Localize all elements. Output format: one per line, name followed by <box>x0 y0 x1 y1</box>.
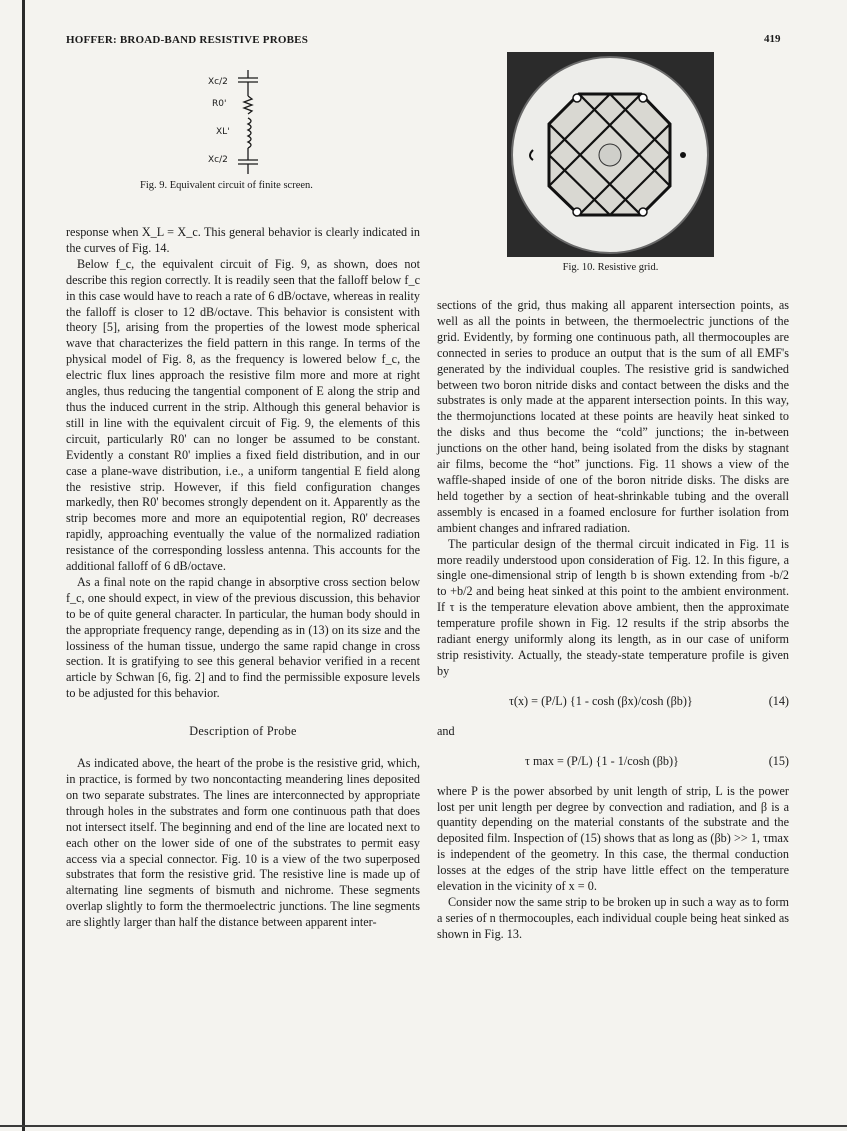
equation-14-number: (14) <box>768 693 789 708</box>
equation-15 <box>437 754 789 770</box>
right-paragraph-4: Consider now the same strip to be broken up in such a way as to form a series of n thermocouples, each individual couple being heat sinked as shown in Fig. 13. <box>437 895 789 941</box>
fig9-label-xl: XL' <box>216 127 230 137</box>
page-number: 419 <box>764 33 781 45</box>
left-paragraph-3: As a final note on the rapid change in absorptive cross section below f_c, one should expect, in view of the previous discussion, this behavior to be of quite general character. In particular, the human body should in the appropriate frequency range, depending as in (13) on its size and the lossiness of the human tissue, undergo the same rapid change in cross section. It is gratifying to see this general behavior verified in a recent article by Schwan [6, fig. 2] and to find the permissible exposure levels to be adjusted for this behavior. <box>66 574 420 701</box>
scan-edge-line <box>22 0 25 1131</box>
running-head: HOFFER: BROAD-BAND RESISTIVE PROBES <box>66 34 309 46</box>
left-paragraph-1: response when X_L = X_c. This general behavior is clearly indicated in the curves of Fig. 14. <box>66 225 420 255</box>
fig9-label-r0: R0' <box>212 99 227 109</box>
equation-14 <box>437 694 789 710</box>
fig10-resistive-grid-photo <box>507 52 714 257</box>
left-paragraph-2: Below f_c, the equivalent circuit of Fig. 9, as shown, does not describe this region correctly. It is readily seen that the falloff below f_c in this case would have to reach a rate of 6 dB/octave, whereas in reality the falloff is closer to 12 dB/octave. This behavior is consistent with theory [5], arising from the properties of the lowest mode spherical wave that characterizes the field pattern in this range. In terms of the physical model of Fig. 8, as the frequency is lowered below f_c, the electric flux lines approach the resistive film more and more at right angles, thus reducing the tangential component of E along the strip and thus the induced current in the strip. Although this general behavior is still in line with the equivalent circuit of Fig. 9, the elements of this circuit, particularly R0' can no longer be assumed to be constant. Evidently a constant R0' implies a fixed field distribution, and in our case a plane-wave distribution, i.e., a uniform tangential E field along the resistive strip. However, if this field configuration changes markedly, then R0' becomes strongly dependent on it. Apparently as the strip becomes more and more an equipotential region, R0' decreases rapidly, approaching eventually the value of the normalized radiation resistance of the corresponding lossless antenna. This accounts for the additional falloff of 6 dB/octave. <box>66 256 420 574</box>
equation-14-body: τ(x) = (P/L) {1 - cosh (βx)/cosh (βb)} <box>509 693 693 708</box>
fig9-label-xc-top: Xc/2 <box>208 77 228 87</box>
equation-15-body: τ max = (P/L) {1 - 1/cosh (βb)} <box>525 753 679 768</box>
scan-bottom-line <box>0 1125 847 1127</box>
fig9-caption: Fig. 9. Equivalent circuit of finite screen. <box>140 180 313 191</box>
left-paragraph-4: As indicated above, the heart of the probe is the resistive grid, which, in practice, is formed by two noncontacting meandering lines deposited on two separate substrates. The lines are interconnected by appropriate through holes in the substrates and form one continuous path that does not intersect itself. The beginning and end of the line are located next to each other on the lower side of one of the substrates to permit easy access via a special connector. Fig. 10 is a view of the two superposed substrates that form the resistive grid. The resistive line is made up of alternating line segments of bismuth and nichrome. These segments overlap slightly to form the thermoelectric junctions. The line segments are slightly larger than half the distance between apparent inter- <box>66 756 420 930</box>
right-column <box>437 298 789 943</box>
right-paragraph-3: where P is the power absorbed by unit length of strip, L is the power lost per unit length per degree by convection and radiation, and β is a quantity depending on the material constants of the substrate and the deposited film. Inspection of (15) shows that as long as (βb) >> 1, τmax is independent of the geometry. In this case, the thermal conduction losses at the edges of the strip have little effect on the temperature elevation in the vicinity of x = 0. <box>437 783 789 894</box>
fig9-label-xc-bottom: Xc/2 <box>208 155 228 165</box>
right-paragraph-1: sections of the grid, thus making all apparent intersection points, as well as all the points in between, the thermoelectric junctions of the grid. Evidently, by forming one continuous path, all thermocouples are connected in series to produce an output that is the sum of all EMF's generated by the individual couples. The resistive grid is sandwiched between two boron nitride disks and contact between the disks and the substrates is only made at the apparent intersection points. In this way, the thermojunctions located at these points are heavily heat sinked to the disks and thus become the “cold” junctions; the in-between junctions on the other hand, being isolated from the disks by stagnant air films, become the “hot” junctions. Fig. 11 shows a view of the waffle-shaped inside of one of the boron nitride disks. The disks are held together by a section of heat-shrinkable tubing and the overall assembly is encased in a foamed enclosure for further isolation from ambient changes and infrared radiation. <box>437 298 789 535</box>
section-heading: Description of Probe <box>189 724 297 739</box>
equation-15-number: (15) <box>768 753 789 768</box>
fig9-circuit-diagram <box>190 70 290 180</box>
and-connector: and <box>437 723 455 738</box>
fig10-caption: Fig. 10. Resistive grid. <box>562 262 659 273</box>
right-paragraph-2: The particular design of the thermal circuit indicated in Fig. 11 is more readily understood upon consideration of Fig. 12. In this figure, a single one-dimensional strip of length b is shown extending from -b/2 to +b/2 and being heat sinked at this point to the ambient environment. If τ is the temperature elevation above ambient, then the approximate temperature profile shown in Fig. 12 results if the strip absorbs the radiant energy uniformly along its length, as in our case of uniform strip resistivity. Actually, the steady-state temperature profile is given by <box>437 536 789 678</box>
left-column <box>66 225 420 931</box>
